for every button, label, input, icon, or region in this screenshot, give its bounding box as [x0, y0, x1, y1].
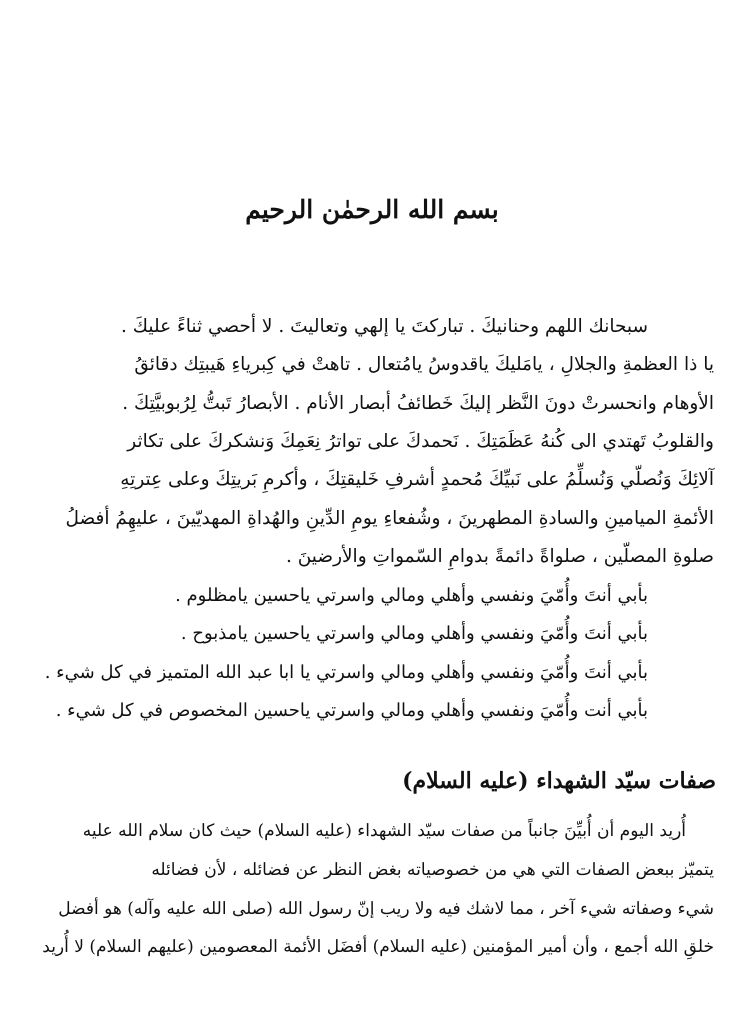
body-line: شيء وصفاته شيء آخر ، مما لاشك فيه ولا ريب إنّ رسول الله (صلى الله عليه وآله) هو أفضل: [58, 899, 714, 919]
intro-line: الأئمةِ الميامينِ والسادةِ المطهرينَ ، وشُفعاءِ يومِ الدِّينِ والهُداةِ المهديّينَ ، عليهِمُ أفضلُ: [65, 508, 714, 529]
poem-line: بأبي أنتَ وأُمّيَ ونفسي وأهلي ومالي واسرتي ياحسين يامذبوح .: [180, 623, 648, 644]
intro-line: والقلوبُ تَهتدي الى كُنهُ عَظَمَتِكَ . نَحمدكَ على تواترُ نِعَمِكَ وَنشكركَ على تكاثر: [127, 431, 714, 452]
poem-line: بأبي أنت وأُمّيَ ونفسي وأهلي ومالي واسرتي ياحسين المخصوص في كل شيء .: [55, 700, 648, 721]
intro-line: صلوةِ المصلّين ، صلواةً دائمةً بدوامِ السّمواتِ والأرضينَ .: [285, 546, 714, 567]
intro-line: سبحانك اللهم وحنانيكَ . تباركتَ يا إلهي وتعاليتَ . لا أحصي ثناءً عليكَ .: [121, 316, 648, 337]
body-line: أُريد اليوم أن أُبيِّنَ جانباً من صفات سيّد الشهداء (عليه السلام) حيث كان سلام الله عليه: [82, 821, 686, 841]
intro-line: يا ذا العظمةِ والجلالِ ، يامَليكَ ياقدوسُ يامُتعال . تاهتْ في كِبرياءِ هَيبتِك دقائقُ: [134, 354, 714, 375]
poem-line: بأبي أنتَ وأُمّيَ ونفسي وأهلي ومالي واسرتي يا ابا عبد الله المتميز في كل شيء .: [44, 662, 648, 683]
body-line: خلقِ الله أجمع ، وأن أمير المؤمنين (عليه السلام) أفضَل الأئمة المعصومين (عليهم السلام) لا أُريد: [42, 937, 714, 957]
intro-line: الأوهام وانحسرتْ دونَ النَّظر إليكَ خَطائفُ أبصار الأنام . الأبصارُ تَبتُّ لِرُبوبيَّتِكَ .: [122, 393, 714, 414]
intro-line: آلائِكَ وَنُصلّي وَنُسلِّمُ على نَبيِّكَ مُحمدٍ أشرفِ خَليقتِكَ ، وأكرمِ بَريتِكَ وعلى عِترتِهِ: [120, 469, 714, 490]
body-line: يتميّز ببعض الصفات التي هي من خصوصياته بغض النظر عن فضائله ، لأن فضائله: [151, 860, 714, 880]
basmala-heading: بسم الله الرحمٰن الرحيم: [245, 195, 499, 224]
poem-line: بأبي أنتَ وأُمّيَ ونفسي وأهلي ومالي واسرتي ياحسين يامظلوم .: [175, 585, 648, 606]
section-heading: صفات سيّد الشهداء (عليه السلام): [402, 768, 716, 794]
